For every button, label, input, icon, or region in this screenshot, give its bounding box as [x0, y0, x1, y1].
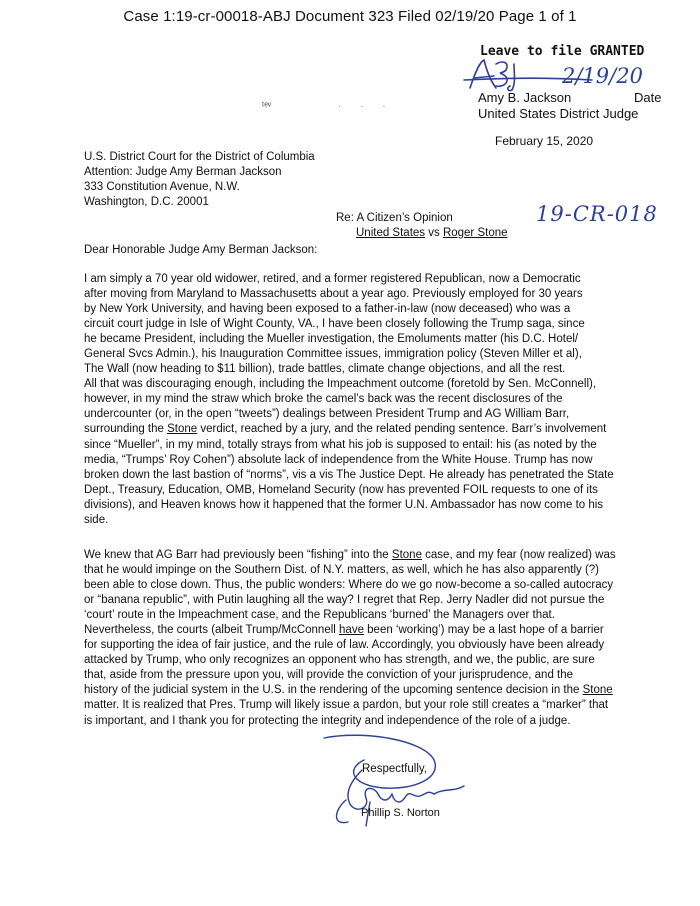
- body-line: since “Mueller”, in my mind, totally strays from what his job is supposed to entail: his (as noted by the: [84, 438, 597, 451]
- body-line: [84, 683, 664, 698]
- re-line: [336, 211, 508, 241]
- body-text: We knew that AG Barr had previously been “fishing” into the: [84, 549, 392, 561]
- body-line: that, aside from the pressure upon you, will provide the conviction of your jurisprudence, and the: [84, 669, 574, 682]
- stone-underlined: Stone: [391, 549, 422, 561]
- re-subject: Re: A Citizen’s Opinion: [336, 212, 453, 224]
- body-line: [84, 548, 664, 563]
- have-underlined: have: [339, 624, 364, 637]
- re-case: [336, 226, 508, 241]
- recipient-address: [84, 150, 315, 210]
- body-text: case, and my fear (now realized) was: [421, 549, 616, 561]
- body-line: he became President, including the Mueller investigation, the Emoluments matter (his D.C. Hotel/: [84, 333, 579, 346]
- body-line: [84, 623, 664, 638]
- body-line: Dept., Treasury, Education, OMB, Homeland Security (now has prevented FOIL requests to one of its: [84, 483, 598, 496]
- body-line: broken down the last bastion of “norms”, vis a vis The Justice Dept. He already has penetrated the State: [84, 468, 614, 481]
- body-line: undercounter (or, in the open “tweets”) dealings between President Trump and AG William Barr,: [84, 408, 570, 421]
- judge-title: United States District Judge: [478, 106, 639, 121]
- address-line: Attention: Judge Amy Berman Jackson: [84, 166, 282, 178]
- case-party-us: United States: [356, 227, 426, 239]
- case-header: Case 1:19-cr-00018-ABJ Document 323 Filed 02/19/20 Page 1 of 1: [123, 8, 577, 25]
- body-line: divisions), and Heaven knows how it happened that the former U.N. Ambassador has now come to his: [84, 498, 604, 511]
- body-line: General Svcs Admin.), his Inauguration Committee issues, immigration policy (Steven Miller et al),: [84, 348, 582, 361]
- body-line: however, in my mind the straw which broke the camel’s back was the recent disclosures of the: [84, 393, 563, 406]
- body-paragraph-1: [84, 272, 664, 528]
- case-vs: vs: [425, 227, 443, 239]
- body-line: [84, 422, 664, 437]
- handwritten-case-number: 19-CR-018: [536, 202, 658, 226]
- judge-name: Amy B. Jackson: [478, 90, 572, 105]
- leave-granted-stamp: Leave to file GRANTED: [480, 44, 645, 59]
- body-text: history of the judicial system in the U.S. in the rendering of the upcoming sentence decision in the: [84, 684, 583, 697]
- address-line: Washington, D.C. 20001: [84, 196, 209, 208]
- body-line: that he would impinge on the Southern Dist. of N.Y. matters, as well, which he has also apparently (?): [84, 564, 600, 577]
- body-line: or “banana republic”, with Putin laughing all the way? I regret that Rep. Jerry Nadler did not pursue the: [84, 594, 605, 607]
- body-line: been able to close down. Thus, the public wonders: Where do we go now-become a so-called autocracy: [84, 579, 614, 592]
- approval-date: 2/19/20: [562, 64, 643, 88]
- address-line: U.S. District Court for the District of Columbia: [84, 151, 315, 163]
- body-line: All that was discouraging enough, including the Impeachment outcome (foretold by Sen. McConnell),: [84, 378, 597, 391]
- body-line: is important, and I thank you for protecting the integrity and independence of the role of a judge.: [84, 714, 571, 727]
- letter-date: February 15, 2020: [495, 134, 594, 148]
- body-text: been ‘working’) may be a last hope of a barrier: [363, 624, 604, 637]
- body-line: circuit court judge in Isle of Wight County, VA., I have been closely following the Trump saga, since: [84, 318, 585, 331]
- body-line: attacked by Trump, who only recognizes an opponent who has strength, and we, the public, are sure: [84, 654, 595, 667]
- body-line: matter. It is realized that Pres. Trump will likely issue a pardon, but your role still creates a “marker” that: [84, 699, 609, 712]
- body-text: Nevertheless, the courts (albeit Trump/McConnell: [84, 624, 340, 637]
- body-line: for supporting the idea of fair justice, and the rule of law. Accordingly, you obviously have been already: [84, 639, 605, 652]
- date-label: Date: [634, 90, 662, 105]
- signer-name: Phillip S. Norton: [361, 807, 440, 819]
- body-text: verdict, reached by a jury, and the related pending sentence. Barr’s involvement: [197, 423, 607, 436]
- scan-specks: · · ·: [338, 101, 394, 112]
- scribble-mark: ᵗᵉᵛ: [262, 101, 272, 112]
- body-line: I am simply a 70 year old widower, retired, and a former registered Republican, now a Democratic: [84, 273, 581, 285]
- case-party-stone: Roger Stone: [442, 227, 508, 239]
- stone-underlined: Stone: [167, 423, 198, 436]
- closing: Respectfully,: [362, 763, 427, 775]
- stone-underlined: Stone: [582, 684, 613, 697]
- body-line: after moving from Maryland to Massachusetts about a year ago. Previously employed for 30 years: [84, 288, 583, 301]
- body-paragraph-2: [84, 548, 664, 729]
- judge-signature: [462, 58, 672, 92]
- body-line: media, “Trumps’ Roy Cohen”) absolute lack of independence from the White House. Trump has now: [84, 453, 593, 466]
- body-line: by New York University, and having been exposed to a father-in-law (now deceased) who was a: [84, 303, 571, 316]
- salutation: Dear Honorable Judge Amy Berman Jackson:: [84, 244, 318, 256]
- address-line: 333 Constitution Avenue, N.W.: [84, 181, 240, 193]
- body-line: ‘court’ route in the Impeachment case, and the Republicans ‘burned’ the Managers over that.: [84, 609, 555, 622]
- body-text: surrounding the: [84, 423, 168, 436]
- body-line: side.: [84, 513, 109, 526]
- body-line: The Wall (now heading to $11 billion), trade battles, climate change objections, and all the rest.: [84, 363, 566, 376]
